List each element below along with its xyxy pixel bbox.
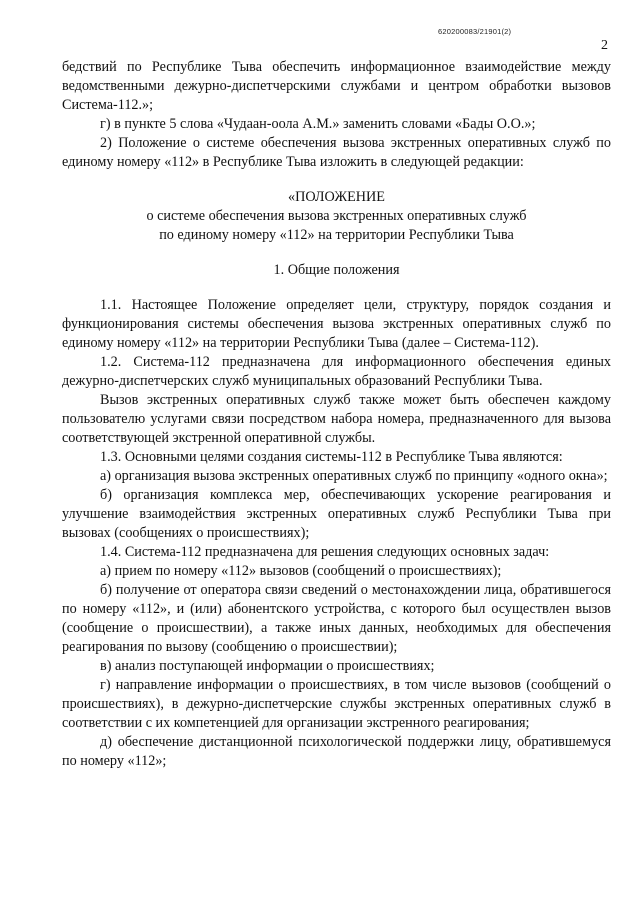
- paragraph: Вызов экстренных оперативных служб также может быть обеспечен каждому пользователю услугами связи посредством набора номера, предназначенного для вызова соответствующей экстренной оперативной службы.: [62, 392, 611, 446]
- paragraph: а) прием по номеру «112» вызовов (сообщений о происшествиях);: [100, 563, 502, 579]
- paragraph: а) организация вызова экстренных оперативных служб по принципу «одного окна»;: [100, 468, 608, 484]
- paragraph: г) направление информации о происшествиях, в том числе вызовов (сообщений о происшествиях), в дежурно-диспетчерские службы экстренных оперативных служб в соответствии с их компетенцией для организации экстренного реагирования;: [62, 677, 611, 731]
- paragraph: д) обеспечение дистанционной психологической поддержки лицу, обратившемуся по номеру «112»;: [62, 734, 611, 769]
- paragraph: в) анализ поступающей информации о происшествиях;: [100, 658, 435, 674]
- paragraph: б) получение от оператора связи сведений о местонахождении лица, обратившегося по номеру «112», и (или) абонентского устройства, с которого был осуществлен вызов (сообщение о происшествии), а также иных данных, необходимых для обеспечения реагирования по вызову (сообщению о происшествии);: [62, 582, 611, 655]
- document-code: 620200083/21901(2): [438, 27, 512, 36]
- intro-paragraph: бедствий по Республике Тыва обеспечить информационное взаимодействие между ведомственными дежурно-диспетчерскими службами и центром обработки вызовов Система-112.»;: [62, 59, 611, 113]
- document-body: [62, 58, 611, 771]
- paragraph: 1.3. Основными целями создания системы-112 в Республике Тыва являются:: [100, 449, 563, 465]
- paragraph: 1.1. Настоящее Положение определяет цели, структуру, порядок создания и функционирования системы обеспечения вызова экстренных оперативных служб по единому номеру «112» на территории Республики Тыва (далее – Система-112).: [62, 297, 611, 351]
- intro-paragraph: г) в пункте 5 слова «Чудаан-оола А.М.» заменить словами «Бады О.О.»;: [100, 116, 536, 132]
- regulation-subtitle: о системе обеспечения вызова экстренных оперативных служб: [146, 208, 527, 224]
- paragraph: 1.2. Система-112 предназначена для информационного обеспечения единых дежурно-диспетчерских служб муниципальных образований Республики Тыва.: [62, 354, 611, 389]
- regulation-subtitle: по единому номеру «112» на территории Республики Тыва: [159, 227, 514, 243]
- paragraph: 1.4. Система-112 предназначена для решения следующих основных задач:: [100, 544, 550, 560]
- regulation-title: «ПОЛОЖЕНИЕ: [288, 189, 385, 205]
- page-number: 2: [601, 38, 608, 53]
- paragraph: б) организация комплекса мер, обеспечивающих ускорение реагирования и улучшение взаимодействия экстренных оперативных служб Республики Тыва при вызовах (сообщениях о происшествиях);: [62, 487, 611, 541]
- section-heading: 1. Общие положения: [273, 262, 400, 278]
- intro-paragraph: 2) Положение о системе обеспечения вызова экстренных оперативных служб по единому номеру «112» в Республике Тыва изложить в следующей редакции:: [62, 135, 611, 170]
